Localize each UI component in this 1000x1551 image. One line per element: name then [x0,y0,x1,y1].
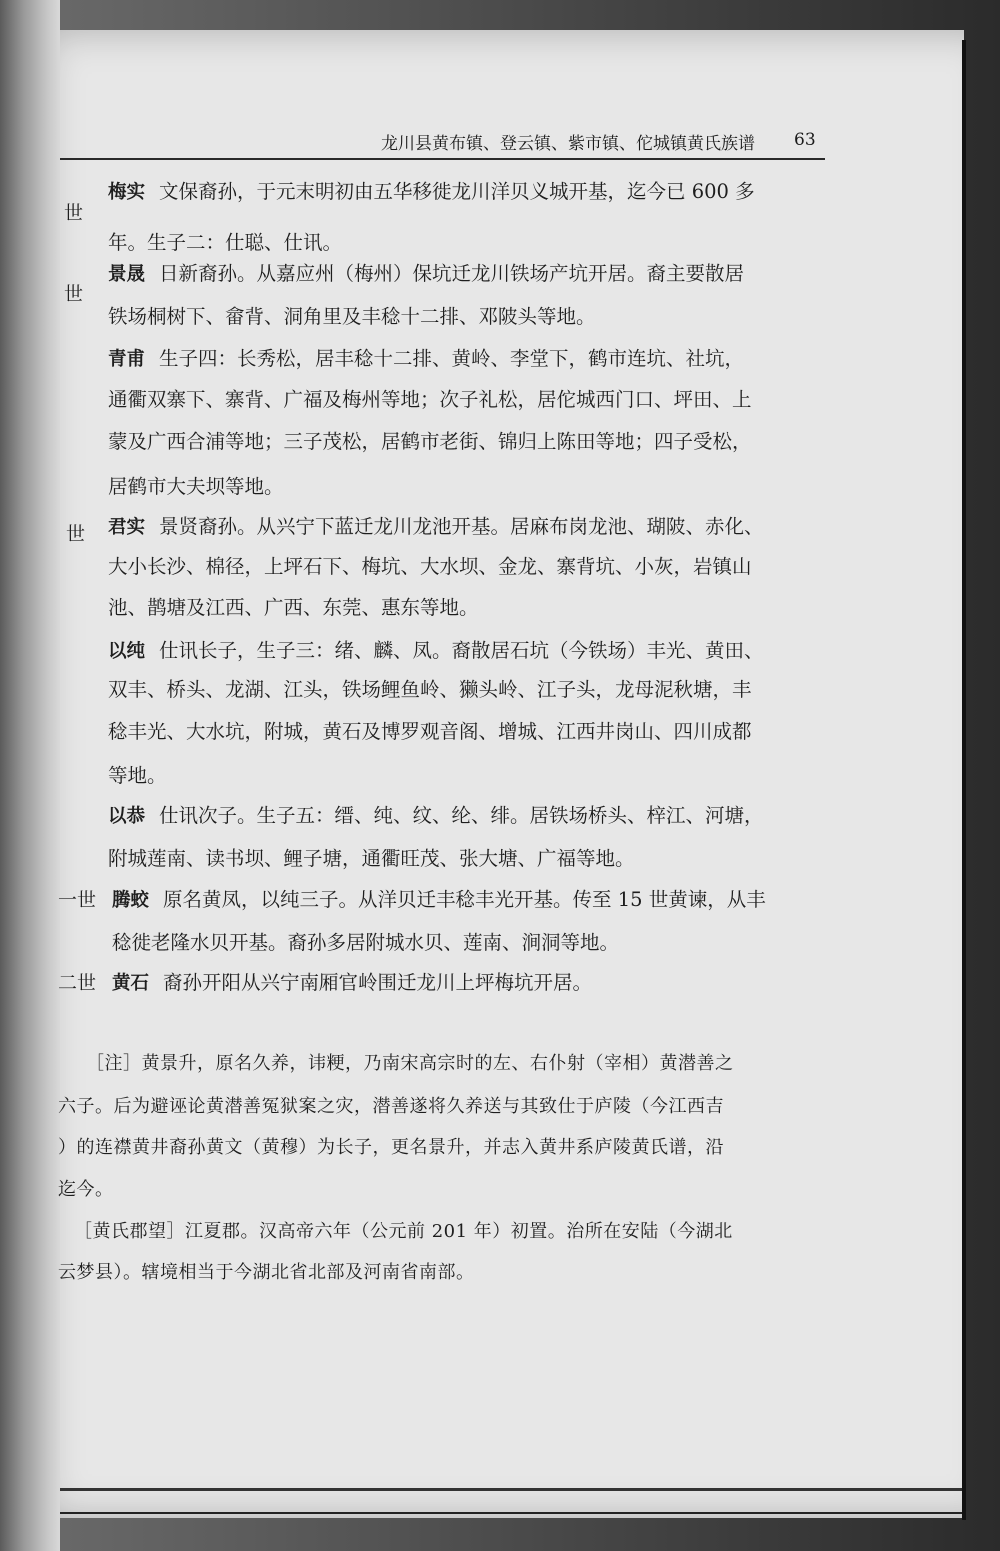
entry-line: 景晟 日新裔孙。从嘉应州（梅州）保坑迁龙川铁场产坑开居。裔主要散居 [108,262,745,285]
entry-line: 通衢双寨下、寨背、广福及梅州等地；次子礼松，居佗城西门口、坪田、上 [108,388,752,411]
entry-line: 附城莲南、读书坝、鲤子塘，通衢旺茂、张大塘、广福等地。 [108,847,635,870]
entry-line: 年。生子二：仕聪、仕讯。 [108,231,343,254]
entry-line: 双丰、桥头、龙湖、江头，铁场鲤鱼岭、獭头岭、江子头，龙母泥秋塘，丰 [108,678,752,701]
entry-name: 景晟 [108,264,146,285]
entry-line: 梅实 文保裔孙，于元末明初由五华移徙龙川洋贝义城开基，迄今已 600 多 [108,180,755,203]
page-edge-right [962,40,966,1520]
generation-label: 世 [64,283,84,305]
entry-line: 蒙及广西合浦等地；三子茂松，居鹤市老街、锦归上陈田等地；四子受松， [108,430,752,453]
entry-line: 君实 景贤裔孙。从兴宁下蓝迁龙川龙池开基。居麻布岗龙池、瑚陂、赤化、 [108,515,764,538]
entry-line: 铁场桐树下、畲背、洞角里及丰稔十二排、邓陂头等地。 [108,305,596,328]
page-number: 63 [794,130,816,150]
entry-line: 黄石 裔孙开阳从兴宁南厢官岭围迁龙川上坪梅坑开居。 [112,971,593,994]
entry-line: 大小长沙、棉径，上坪石下、梅坑、大水坝、金龙、寨背坑、小灰，岩镇山 [108,555,752,578]
entry-line: 稔丰光、大水坑，附城，黄石及博罗观音阁、增城、江西井岗山、四川成都 [108,720,752,743]
note-line: ）的连襟黄井裔孙黄文（黄穆）为长子，更名景升，并志入黄井系庐陵黄氏谱，沿 [58,1137,724,1158]
book-binding [0,0,60,1551]
entry-line: 等地。 [108,764,167,787]
entry-name: 君实 [108,517,146,538]
note-line: ［注］黄景升，原名久养，讳粳，乃南宋高宗时的左、右仆射（宰相）黄潜善之 [86,1053,734,1074]
note-line: 六子。后为避诬论黄潜善冤狱案之灾，潜善遂将久养送与其致仕于庐陵（今江西吉 [58,1096,724,1117]
note-line: ［黄氏郡望］江夏郡。汉高帝六年（公元前 201 年）初置。治所在安陆（今湖北 [74,1221,733,1242]
entry-line: 青甫 生子四：长秀松，居丰稔十二排、黄岭、李堂下，鹤市连坑、社坑， [108,347,745,370]
entry-line: 稔徙老隆水贝开基。裔孙多居附城水贝、莲南、涧洞等地。 [112,931,620,954]
entry-line: 以恭 仕讯次子。生子五：缙、纯、纹、纶、绯。居铁场桥头、梓江、河塘， [108,804,764,827]
entry-name: 以纯 [108,641,146,662]
entry-line: 池、鹊塘及江西、广西、东莞、惠东等地。 [108,596,479,619]
page-edge-bottom [60,1488,962,1491]
running-header-title: 龙川县黄布镇、登云镇、紫市镇、佗城镇黄氏族谱 [381,134,755,154]
entry-name: 梅实 [108,182,146,203]
entry-line: 腾蛟 原名黄凤，以纯三子。从洋贝迁丰稔丰光开基。传至 15 世黄谏，从丰 [112,888,766,911]
page-edge-bottom-shadow [60,1512,962,1514]
generation-label: 一世 [58,889,97,911]
generation-label: 世 [66,523,86,545]
header-rule [60,158,825,160]
entry-name: 腾蛟 [112,890,150,911]
note-line: 云梦县）。辖境相当于今湖北省北部及河南省南部。 [58,1262,475,1283]
entry-line: 以纯 仕讯长子，生子三：绪、麟、凤。裔散居石坑（今铁场）丰光、黄田、 [108,639,764,662]
entry-name: 青甫 [108,349,146,370]
entry-name: 黄石 [112,973,150,994]
note-line: 迄今。 [58,1179,114,1200]
entry-line: 居鹤市大夫坝等地。 [108,475,284,498]
generation-label: 世 [64,202,84,224]
generation-label: 二世 [58,972,97,994]
entry-name: 以恭 [108,806,146,827]
